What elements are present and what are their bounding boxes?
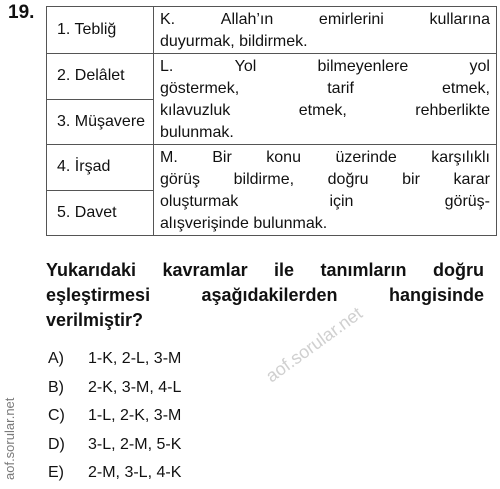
question-text (46, 258, 484, 333)
option-c[interactable] (48, 402, 181, 431)
word: Yol (234, 58, 257, 75)
def-m-line-2 (160, 169, 490, 191)
def-m-line-4 (160, 213, 490, 235)
option-text: 1-L, 2-K, 3-M (88, 407, 182, 425)
term-cell-5: 5. Davet (47, 190, 154, 236)
word: Yukarıdaki (46, 260, 137, 280)
question-line-2 (46, 283, 484, 308)
word: M. (160, 149, 178, 166)
definition-cell-m (154, 145, 497, 236)
answer-options (48, 345, 181, 488)
word: K. (160, 11, 176, 28)
question-number: 19. (8, 2, 35, 23)
option-a[interactable] (48, 345, 181, 374)
option-text: 2-K, 3-M, 4-L (88, 378, 182, 396)
term-cell-3: 3. Müşavere (47, 99, 154, 145)
term-cell-4: 4. İrşad (47, 145, 154, 191)
word: üzerinde (335, 149, 397, 166)
word: alışverişinde bulunmak. (160, 215, 328, 232)
word: rehberlikte (415, 102, 490, 119)
matching-table (46, 6, 497, 236)
def-k-line-2 (160, 31, 490, 53)
word: aşağıdakilerden (201, 285, 338, 305)
question-line-3 (46, 308, 484, 333)
word: eşleştirmesi (46, 285, 151, 305)
side-watermark: aof.sorular.net (2, 397, 17, 480)
diagonal-watermark: aof.sorular.net (262, 302, 367, 387)
word: göstermek, (160, 80, 240, 97)
word: karşılıklı (431, 149, 490, 166)
definition-cell-l (154, 54, 497, 145)
option-letter: B) (48, 378, 64, 396)
option-letter: A) (48, 350, 64, 368)
def-l-line-1 (160, 56, 490, 78)
word: doğru (327, 171, 369, 188)
option-letter: E) (48, 464, 64, 482)
word: için (329, 193, 354, 210)
word: ile (274, 260, 295, 280)
word: etmek, (441, 80, 490, 97)
word: emirlerini (318, 11, 384, 28)
option-d[interactable] (48, 431, 181, 460)
def-l-line-4 (160, 122, 490, 144)
word: duyurmak, bildirmek. (160, 33, 308, 50)
def-k-line-1 (160, 9, 490, 31)
term-cell-1: 1. Tebliğ (47, 7, 154, 54)
word: verilmiştir? (46, 310, 144, 330)
word: Allah’ın (220, 11, 274, 28)
word: tarif (327, 80, 354, 97)
question-line-1 (46, 258, 484, 283)
word: L. (160, 58, 174, 75)
option-text: 2-M, 3-L, 4-K (88, 464, 182, 482)
option-letter: D) (48, 435, 65, 453)
option-b[interactable] (48, 374, 181, 403)
word: bir (402, 171, 420, 188)
word: Bir (212, 149, 232, 166)
option-text: 3-L, 2-M, 5-K (88, 435, 182, 453)
word: karar (453, 171, 490, 188)
def-l-line-3 (160, 100, 490, 122)
word: oluşturmak (160, 193, 239, 210)
word: kılavuzluk (160, 102, 231, 119)
word: konu (266, 149, 301, 166)
word: hangisinde (388, 285, 484, 305)
word: bilmeyenlere (317, 58, 409, 75)
word: yol (469, 58, 490, 75)
word: doğru (433, 260, 484, 280)
word: görüş (160, 171, 201, 188)
word: etmek, (298, 102, 347, 119)
word: kavramlar (162, 260, 248, 280)
def-l-line-2 (160, 78, 490, 100)
option-text: 1-K, 2-L, 3-M (88, 350, 182, 368)
option-letter: C) (48, 407, 65, 425)
word: kullarına (429, 11, 490, 28)
word: görüş- (444, 193, 490, 210)
word: tanımların (320, 260, 407, 280)
word: bulunmak. (160, 124, 234, 141)
definition-cell-k (154, 7, 497, 54)
def-m-line-3 (160, 191, 490, 213)
term-cell-2: 2. Delâlet (47, 54, 154, 100)
option-e[interactable] (48, 459, 181, 488)
def-m-line-1 (160, 147, 490, 169)
word: bildirme, (233, 171, 295, 188)
